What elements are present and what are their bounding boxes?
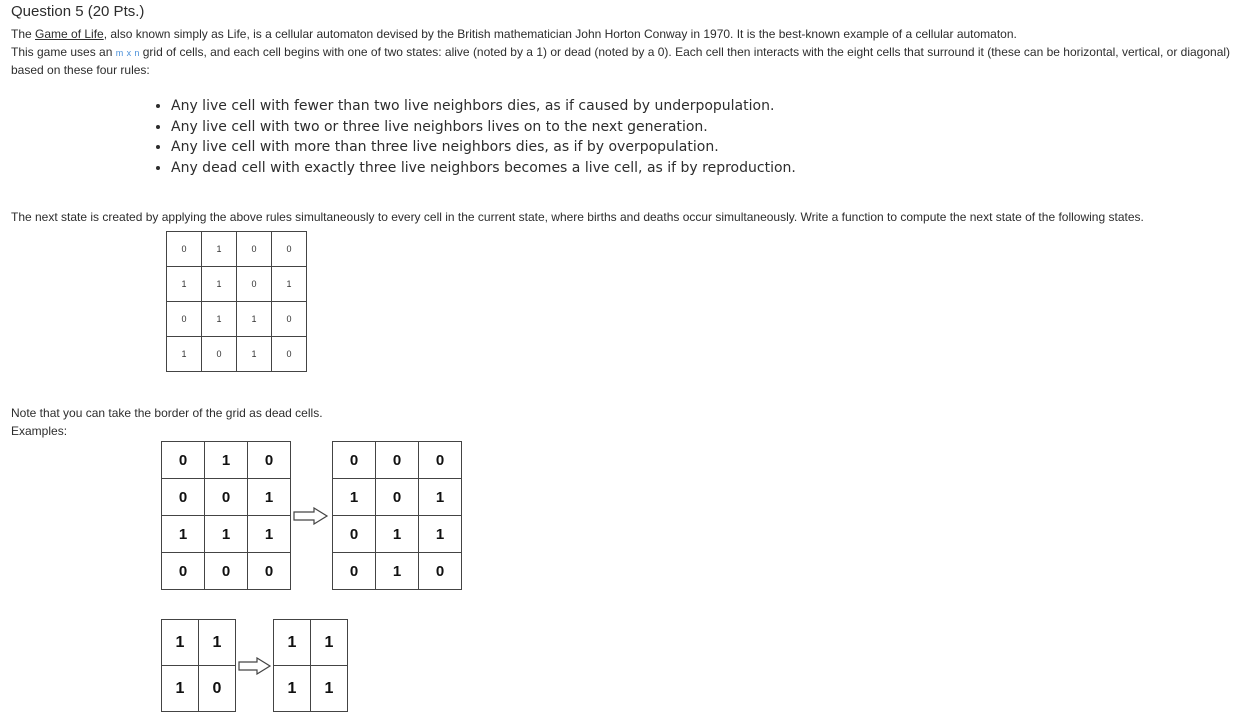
grid-cell: 0 <box>248 553 291 590</box>
grid-cell: 1 <box>202 232 237 267</box>
math-x: x <box>126 48 132 58</box>
grid-row <box>162 666 236 712</box>
grid-row <box>167 267 307 302</box>
rules-list <box>155 96 796 179</box>
grid-row <box>333 553 462 590</box>
next-state-text: The next state is created by applying the above rules simultaneously to every cell in the current state, where births and deaths occur simultaneously. Write a function to compute the next state of the following states. <box>11 210 1144 224</box>
grid-row <box>162 620 236 666</box>
right-arrow-icon <box>238 657 272 675</box>
grid-cell: 0 <box>419 442 462 479</box>
grid-row <box>162 442 291 479</box>
grid-cell: 0 <box>333 553 376 590</box>
grid-cell: 1 <box>202 267 237 302</box>
grid-cell: 0 <box>376 442 419 479</box>
grid-cell: 1 <box>419 516 462 553</box>
rule-overpopulation: • Any live cell with more than three live neighbors dies, as if by overpopulation. <box>171 137 796 158</box>
example1-output-grid <box>332 441 462 590</box>
question-title: Question 5 (20 Pts.) <box>11 3 145 20</box>
grid-cell: 1 <box>274 620 311 666</box>
rule-reproduction: • Any dead cell with exactly three live neighbors becomes a live cell, as if by reproduction. <box>171 158 796 179</box>
math-m: m <box>115 48 124 58</box>
example2-input-grid <box>161 619 236 712</box>
grid-row <box>162 479 291 516</box>
grid-cell: 0 <box>167 302 202 337</box>
grid-cell: 1 <box>162 666 199 712</box>
grid-cell: 0 <box>248 442 291 479</box>
grid-row <box>274 620 348 666</box>
rule-underpopulation: • Any live cell with fewer than two live neighbors dies, as if caused by underpopulation. <box>171 96 796 117</box>
grid-cell: 1 <box>162 620 199 666</box>
grid-cell: 1 <box>311 666 348 712</box>
grid-row <box>333 516 462 553</box>
grid-cell: 0 <box>237 232 272 267</box>
grid-cell: 1 <box>237 337 272 372</box>
grid-row <box>333 442 462 479</box>
grid-cell: 1 <box>248 516 291 553</box>
grid-row <box>167 337 307 372</box>
grid-cell: 1 <box>248 479 291 516</box>
grid-cell: 1 <box>199 620 236 666</box>
example2-output-grid <box>273 619 348 712</box>
grid-row <box>162 516 291 553</box>
grid-cell: 1 <box>376 553 419 590</box>
state-grid <box>166 231 307 372</box>
grid-row <box>162 553 291 590</box>
grid-cell: 1 <box>205 442 248 479</box>
grid-row <box>167 302 307 337</box>
grid-cell: 1 <box>237 302 272 337</box>
intro-line-1: The Game of Life, also known simply as Life, is a cellular automaton devised by the British mathematician John Horton Conway in 1970. It is the best-known example of a cellular automaton. <box>11 27 1017 41</box>
grid-cell: 1 <box>311 620 348 666</box>
examples-label: Examples: <box>11 424 68 438</box>
intro-line-3: based on these four rules: <box>11 63 150 77</box>
grid-cell: 0 <box>202 337 237 372</box>
grid-cell: 1 <box>274 666 311 712</box>
grid-row <box>167 232 307 267</box>
grid-cell: 0 <box>162 553 205 590</box>
intro-line-2: This game uses an m x n grid of cells, and each cell begins with one of two states: alive (noted by a 1) or dead (noted by a 0). Each cell then interacts with the eight cells that surround it (these can be horizontal, vertical, or diagonal) <box>11 45 1231 59</box>
grid-cell: 1 <box>167 337 202 372</box>
example1-input-grid <box>161 441 291 590</box>
grid-cell: 0 <box>333 442 376 479</box>
grid-cell: 1 <box>333 479 376 516</box>
grid-cell: 1 <box>202 302 237 337</box>
grid-cell: 0 <box>162 479 205 516</box>
grid-cell: 0 <box>199 666 236 712</box>
grid-cell: 0 <box>237 267 272 302</box>
grid-cell: 1 <box>419 479 462 516</box>
grid-cell: 0 <box>333 516 376 553</box>
grid-cell: 1 <box>376 516 419 553</box>
grid-cell: 1 <box>167 267 202 302</box>
grid-cell: 0 <box>167 232 202 267</box>
grid-cell: 1 <box>272 267 307 302</box>
grid-cell: 1 <box>205 516 248 553</box>
grid-cell: 0 <box>205 479 248 516</box>
grid-cell: 0 <box>419 553 462 590</box>
rule-survival: • Any live cell with two or three live neighbors lives on to the next generation. <box>171 117 796 138</box>
grid-cell: 0 <box>272 232 307 267</box>
grid-cell: 1 <box>162 516 205 553</box>
grid-row <box>333 479 462 516</box>
math-n: n <box>134 48 140 58</box>
grid-cell: 0 <box>272 337 307 372</box>
grid-cell: 0 <box>376 479 419 516</box>
grid-cell: 0 <box>162 442 205 479</box>
border-note: Note that you can take the border of the grid as dead cells. <box>11 406 323 420</box>
game-of-life-link[interactable]: Game of Life <box>35 27 104 41</box>
grid-cell: 0 <box>205 553 248 590</box>
grid-row <box>274 666 348 712</box>
right-arrow-icon <box>293 507 329 525</box>
grid-cell: 0 <box>272 302 307 337</box>
